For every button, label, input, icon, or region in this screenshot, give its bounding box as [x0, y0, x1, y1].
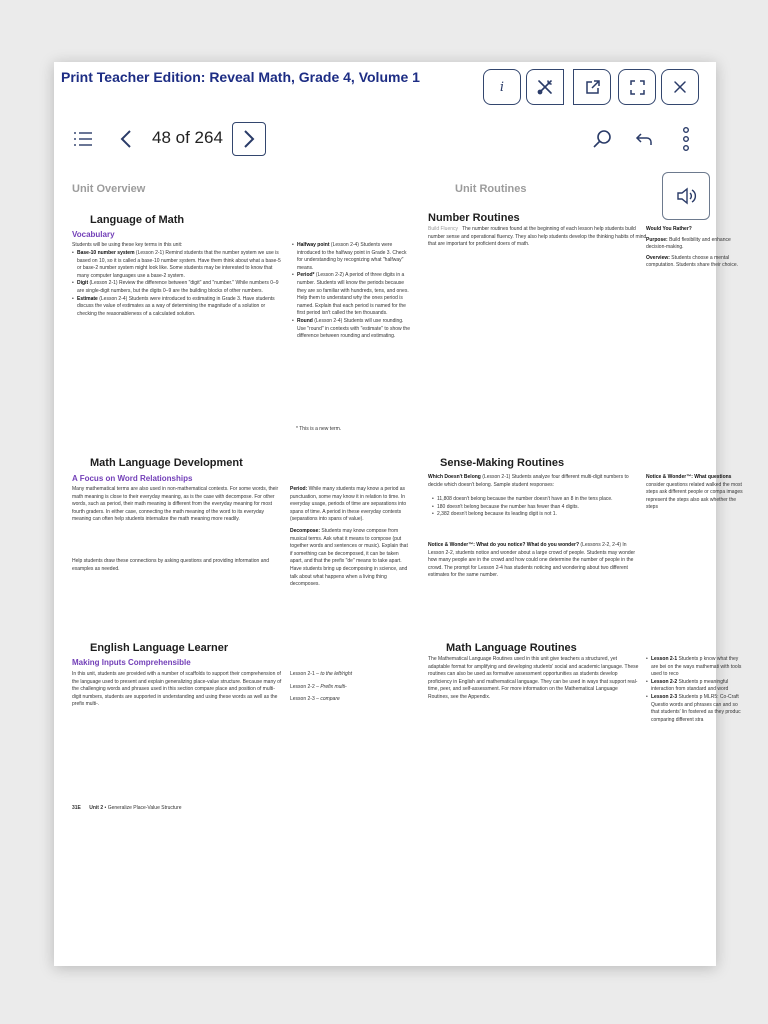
book-page — [72, 180, 743, 880]
number-routines-para: Build Fluency The number routines found at the beginning of each lesson help students build number sense and operational fluency. They also help students develop the thinking habits of mind that are important for proficient doers of math. — [428, 226, 647, 248]
book-title: Print Teacher Edition: Reveal Math, Grade 4, Volume 1 — [61, 69, 420, 85]
list-item: Lesson 2-1 – to the left/right — [290, 671, 352, 677]
chevron-left-icon — [120, 129, 132, 149]
list-icon — [73, 131, 93, 147]
popout-button[interactable] — [573, 69, 611, 105]
more-vertical-icon — [681, 127, 691, 151]
more-button[interactable] — [678, 126, 694, 152]
close-button[interactable] — [661, 69, 699, 105]
notice-wonder-para: Notice & Wonder™: What do you notice? What do you wonder? (Lessons 2-2, 2-4) In Lesson 2-2, students notice and wonder about a large crowd of people. Students may wonder how many people are in the crowd and how could one determine the number of people in the crowd. The prompt for Lesson 2-4 has students noticing and wondering about two different estimates for the same number. — [428, 542, 636, 579]
page-indicator: 48 of 264 — [152, 128, 223, 147]
search-button[interactable] — [591, 128, 613, 150]
fullscreen-icon — [629, 79, 646, 96]
wdb-responses — [432, 496, 640, 519]
lom-list-a — [72, 250, 282, 318]
toc-button[interactable] — [72, 130, 94, 148]
lom-title: Language of Math — [90, 214, 185, 226]
list-item: • 180 doesn't belong because the number has fewer than 4 digits. — [432, 504, 640, 512]
list-item: • Lesson 2-2 Students p meaningful interaction from standard and word — [646, 679, 746, 694]
tools-icon — [536, 78, 554, 96]
ell-subtitle: Making Inputs Comprehensible — [72, 658, 191, 667]
new-term-note: * This is a new term. — [296, 426, 342, 432]
list-item: • Digit (Lesson 2-1) Review the difference between "digit" and "number." While numbers 0–9 are single-digit numbers, but the digits 0–9 are the building blocks of other numbers. — [72, 280, 282, 295]
mld-para2: Help students draw these connections by asking questions and providing information and examples as needed. — [72, 558, 270, 572]
list-item: • Base-10 number system (Lesson 2-1) Remind students that the number system we use is based on 10, so it is called a base-10 number system. Have them think about what a base-5 or base-2 number system might look like. Some students may be interested to know that many computer languages use a base-2 system. — [72, 250, 282, 280]
info-icon: i — [499, 79, 505, 95]
unit-routines-heading: Unit Routines — [455, 183, 527, 195]
chevron-right-icon — [243, 129, 255, 149]
list-item: • Estimate (Lesson 2-4) Students were introduced to estimating in Grade 3. Have students discuss the value of estimates as a way of determining the magnitude of a solution or checking the reasonableness of a calculated solution. — [72, 296, 282, 319]
list-item: • Period* (Lesson 2-2) A period of three digits in a number. Students will know the periods because they are so familiar with hundreds, tens, and ones. Help them to understand why the ones period is named. Explain that each period is named for the first period isn't called the ten thousands. — [292, 272, 412, 318]
list-item: • Lesson 2-3 Students p MLR5: Co-Craft Questio words and phrases can and so that students' lin fostered as they produc comparing different stra — [646, 694, 746, 724]
search-icon — [592, 129, 612, 149]
next-page-button[interactable] — [232, 122, 266, 156]
lom-subtitle: Vocabulary — [72, 230, 115, 239]
tools-button[interactable] — [526, 69, 564, 105]
reader-modal — [54, 62, 743, 966]
list-item: Lesson 2-2 – Prefix multi- — [290, 683, 347, 690]
list-item: Lesson 2-3 – compare — [290, 696, 340, 703]
mld-subtitle: A Focus on Word Relationships — [72, 474, 193, 483]
number-routines-title: Number Routines — [428, 212, 520, 224]
external-link-icon — [584, 79, 601, 96]
unit-overview-heading: Unit Overview — [72, 183, 146, 195]
page-footer: 31E Unit 2 • Generalize Place-Value Structure — [72, 805, 182, 811]
wdb-para: Which Doesn't Belong (Lesson 2-1) Students analyze four different multi-digit numbers to decide which doesn't belong. Sample student responses: — [428, 474, 629, 488]
prev-page-button[interactable] — [118, 128, 134, 150]
ell-title: English Language Learner — [90, 642, 229, 654]
mlr-side — [646, 656, 742, 790]
list-item: • Lesson 2-1 Students p know what they are bei on the ways mathemati with tools used to reco — [646, 656, 746, 679]
mlr-title: Math Language Routines — [446, 642, 577, 654]
close-icon — [673, 80, 687, 94]
info-button[interactable] — [483, 69, 521, 105]
lom-list-b — [292, 242, 410, 352]
lom-intro: Students will be using these key terms in this unit: — [72, 242, 183, 248]
sense-making-title: Sense-Making Routines — [440, 457, 565, 469]
list-item: • 11,808 doesn't belong because the number doesn't have an 8 in the tens place. — [432, 496, 640, 504]
list-item: • 2,382 doesn't belong because its leading digit is not 1. — [432, 511, 640, 519]
number-routines-side: Would You Rather? Purpose: Build flexibility and enhance decision-making. Overview: Students choose a mental computation. Students share their choice. — [646, 226, 738, 269]
mlr-para: The Mathematical Language Routines used in this unit give teachers a structured, yet adaptable format for amplifying and developing students' social and academic language. These routines can also be used as formative assessment opportunities as students develop proficiency in English and mathematical language. They can be used in ways that support real-time, peer, and self-assessment. For more information on the Mathematical Language Routines, see the Appendix. — [428, 656, 639, 700]
back-button[interactable] — [634, 130, 654, 148]
list-item: • Halfway point (Lesson 2-4) Students were introduced to the halfway point in Grade 3. Check for understanding by recognizing what "halfway" means. — [292, 242, 412, 272]
list-item: • Round (Lesson 2-4) Students will use rounding. Use "round" in contexts with "estimate" to show the difference between rounding and estimating. — [292, 318, 412, 341]
mld-side: Period: While many students may know a period as punctuation, some may know it in relation to time. In everyday usage, periods of time are separations into spans of time. A period in these everyday contexts (separations into spans of value). Decompose: Students may know compose from musical terms. Ask what it means to compose (put together words and sentences or music). Explain that if something can be decomposed, it can be taken apart, and that the prefix "de" means to take apart. Have students bring up decomposing in science, and talk about what happens when a living thing decomposes. — [290, 486, 408, 588]
sense-side: Notice & Wonder™: What questions consider questions related walked the most steps ask different people or compa images represent the steps also ask whether the steps — [646, 474, 743, 511]
fullscreen-button[interactable] — [618, 69, 656, 105]
ell-para: In this unit, students are provided with a number of scaffolds to support their comprehension of the language used to present and explain generalizing place-value structure. Because many of the challenging words and phrases used in this section compare place and position of multi-digit numbers, students are supported in understanding and using these words as well as the prefix multi-. — [72, 671, 282, 708]
mld-title: Math Language Development — [90, 457, 243, 469]
return-icon — [635, 131, 653, 147]
ell-lessons — [290, 671, 390, 704]
mld-para1: Many mathematical terms are also used in non-mathematical contexts. For some words, their math meaning is close to their everyday meaning, as is the case with decompose. For other words, such as period, their math meaning is different from the everyday meaning for most fourth graders. In either case, connecting the math meaning of the word to its everyday meaning can often help students internalize the math meaning more readily. — [72, 486, 279, 523]
